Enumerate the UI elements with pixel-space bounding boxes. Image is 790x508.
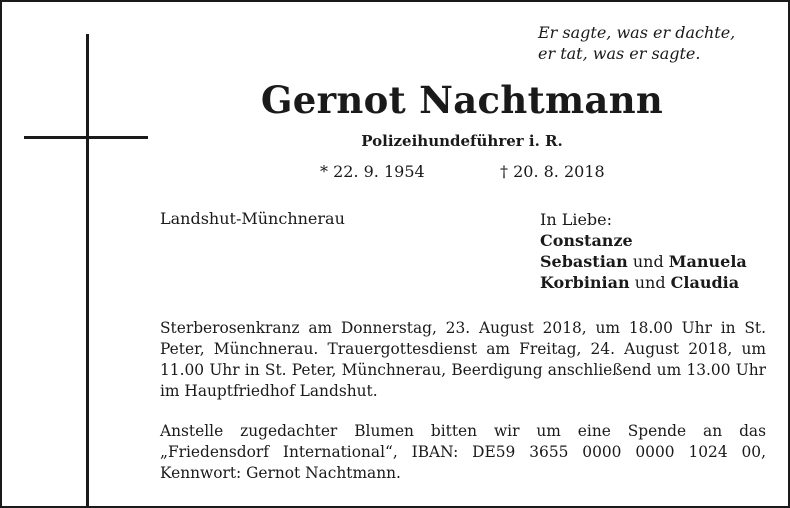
mourner-joiner: und [629, 273, 671, 292]
motto-quote [538, 22, 735, 64]
mourner-joiner: und [627, 252, 669, 271]
motto-line-1: Er sagte, was er dachte, [538, 23, 736, 42]
mourners-intro: In Liebe: [540, 210, 613, 229]
deceased-name-row [2, 78, 790, 122]
deceased-profession: Polizeihundeführer i. R. [361, 132, 563, 150]
mourner-name: Constanze [540, 231, 633, 250]
residence-place: Landshut-Münchnerau [160, 209, 345, 228]
deceased-name: Gernot Nachtmann [260, 78, 664, 122]
services-paragraph: Sterberosenkranz am Donnerstag, 23. August 2018, um 18.00 Uhr in St. Peter, Münchnerau. Trauergottesdienst am Freitag, 24. August 2018, um 11.00 Uhr in St. Peter, Münchnerau, Beerdigung anschließend um 13.00 Uhr im Hauptfriedhof Landshut. [160, 319, 766, 400]
mourner-line-2 [540, 251, 747, 272]
mourner-name: Korbinian [540, 273, 630, 292]
mourners-list [540, 209, 747, 293]
mourner-name: Manuela [668, 252, 747, 271]
birth-date: * 22. 9. 1954 [320, 162, 425, 181]
motto-line-2: er tat, was er sagte. [538, 44, 701, 63]
mourner-name: Sebastian [540, 252, 628, 271]
mourner-line-3 [540, 272, 747, 293]
mourner-name: Claudia [670, 273, 740, 292]
mourner-line-1 [540, 230, 747, 251]
cross-icon-vertical-beam [86, 34, 89, 506]
death-date: † 20. 8. 2018 [500, 162, 605, 181]
donation-paragraph: Anstelle zugedachter Blumen bitten wir um eine Spende an das „Friedensdorf International“, IBAN: DE59 3655 0000 0000 1024 00, Kennwort: Gernot Nachtmann. [160, 422, 766, 482]
